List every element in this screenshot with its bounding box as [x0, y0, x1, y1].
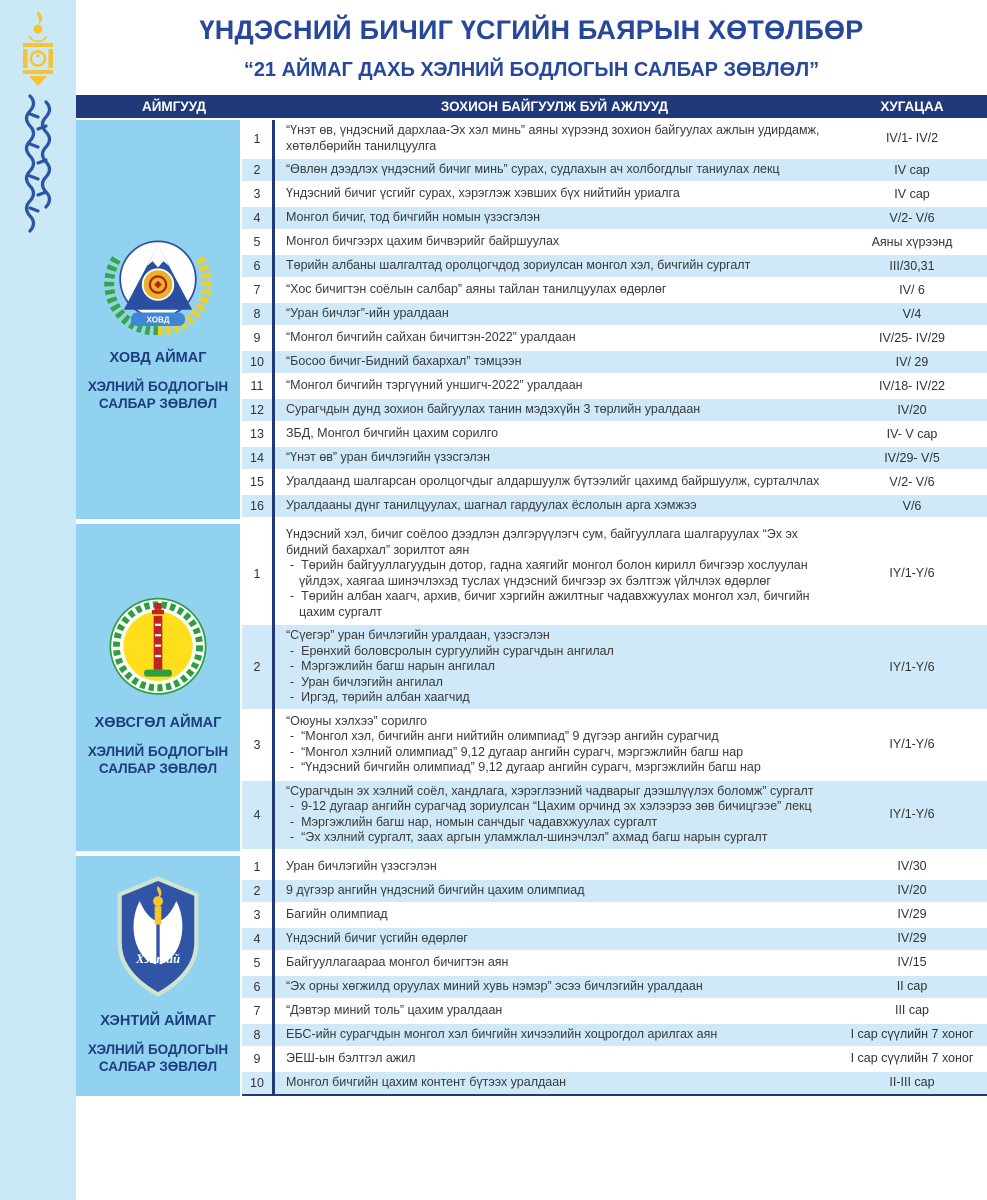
soyombo-icon	[16, 10, 60, 88]
left-decorative-strip	[0, 0, 76, 1200]
table-row	[242, 1048, 987, 1072]
row-number: 3	[253, 737, 261, 752]
task-bullet: - “Монгол хэлний олимпиад” 9,12 дугаар ангийн сурагч, мэргэжлийн багш нар	[290, 744, 744, 759]
number-column-divider	[272, 120, 275, 1096]
table-row	[242, 625, 987, 711]
date-cell: IV/29- V/5	[884, 450, 940, 465]
council-label: ХЭЛНИЙ БОДЛОГЫН САЛБАР ЗӨВЛӨЛ	[87, 744, 229, 777]
date-cell: I сар сүүлийн 7 хоног	[850, 1027, 974, 1042]
task-cell: Байгууллагаараа монгол бичигтэн аян	[286, 954, 509, 969]
table-row	[242, 904, 987, 928]
khentii-aimag-emblem-icon	[108, 876, 208, 998]
task-cell: “Дэвтэр миний толь” цахим уралдаан	[286, 1002, 503, 1017]
date-cell: IY/1-Y/6	[889, 737, 935, 752]
table-row	[242, 1024, 987, 1048]
date-cell: IV/30	[897, 859, 927, 874]
task-cell: “Сүегэр” уран бичлэгийн уралдаан, үзэсгэлэн - Ерөнхий боловсролын сургуулийн сурагчдын ангилал - Мэргэжлийн багш нарын ангилал - Уран бичлэгийн ангилал - Иргэд, төрийн албан хаагчид	[272, 625, 837, 709]
table-row	[242, 781, 987, 851]
task-bullet: - Иргэд, төрийн албан хаагчид	[290, 690, 470, 704]
task-cell: Монгол бичгийн цахим контент бүтээх уралдаан	[286, 1074, 567, 1089]
aimag-section	[76, 524, 987, 851]
date-cell: II сар	[896, 979, 928, 994]
table-row	[242, 495, 987, 519]
task-cell: Монгол бичиг, тод бичгийн номын үзэсгэлэн	[286, 210, 540, 225]
date-cell: I сар сүүлийн 7 хоног	[850, 1051, 974, 1066]
task-cell: Уралдааны дүнг танилцуулах, шагнал гардуулах ёслолын арга хэмжээ	[286, 498, 697, 513]
date-cell: IV/18- IV/22	[878, 378, 945, 393]
task-bullet: - “Эх хэлний сургалт, заах аргын уламжлал-шинэчлэл” ахмад багш нарын сургалт	[290, 830, 768, 844]
row-number: 13	[250, 427, 264, 441]
date-cell: V/6	[902, 498, 922, 513]
document-body	[76, 0, 987, 1096]
task-bullet: - Төрийн албан хаагч, архив, бичиг хэргийн ажилтныг чадавхжуулах монгол хэл, бичгийн цахим сургалт	[290, 589, 810, 619]
svg-text:Хэнтий: Хэнтий	[135, 951, 181, 966]
table-row	[242, 447, 987, 471]
row-number: 5	[253, 955, 261, 970]
date-cell: IV/29	[897, 931, 927, 946]
row-number: 4	[253, 211, 261, 225]
table-row	[242, 207, 987, 231]
table-row	[242, 471, 987, 495]
table-row	[242, 976, 987, 1000]
task-cell: ЭЕШ-ын бэлтгэл ажил	[286, 1050, 416, 1065]
task-bullet: - Мэргэжлийн багш нарын ангилал	[290, 659, 495, 673]
task-cell: Үндэсний бичиг үсгийн өдөрлөг	[286, 930, 468, 945]
task-cell: Монгол бичгээрх цахим бичвэрийг байршуулах	[286, 234, 560, 249]
aimag-name: ХЭНТИЙ АЙМАГ	[100, 1012, 216, 1029]
aimag-cell	[76, 524, 240, 851]
row-number: 3	[253, 187, 261, 201]
task-cell: “Үнэт өв, үндэсний дархлаа-Эх хэл минь” аяны хүрээнд зохион байгуулах ажлын удирдамж, хөтөлбөрийн танилцуулга	[286, 123, 820, 153]
date-cell: V/2- V/6	[889, 474, 935, 489]
aimag-cell	[76, 856, 240, 1096]
table-row	[242, 711, 987, 781]
aimag-name: ХОВД АЙМАГ	[109, 349, 207, 366]
date-cell: IY/1-Y/6	[889, 807, 935, 822]
row-number: 16	[250, 499, 264, 513]
council-label: ХЭЛНИЙ БОДЛОГЫН САЛБАР ЗӨВЛӨЛ	[87, 378, 229, 411]
date-cell: IV/ 6	[899, 282, 925, 297]
row-number: 8	[253, 307, 261, 321]
page-subtitle: “21 АЙМАГ ДАХЬ ХЭЛНИЙ БОДЛОГЫН САЛБАР ЗӨВЛӨЛ”	[243, 59, 820, 81]
table-row	[242, 327, 987, 351]
task-cell: “Сурагчдын эх хэлний соёл, хандлага, хэрэглээний чадварыг дээшлүүлэх боломж” сургалт - 9-12 дугаар ангийн сурагчад зориулсан “Цахим орчинд эх хэлээрээ зөв бичицгээе” лекц - Мэргэжлийн багш нар, номын санчдыг чадавхжуулах сургалт - “Эх хэлний сургалт, заах аргын уламжлал-шинэчлэл” ахмад багш нарын сургалт	[272, 781, 837, 849]
date-cell: IV/29	[897, 907, 927, 922]
row-number: 3	[253, 907, 261, 922]
date-cell: II-III сар	[889, 1075, 935, 1090]
khovd-aimag-emblem-icon	[104, 227, 212, 335]
task-bullet: - Уран бичлэгийн ангилал	[290, 674, 443, 689]
row-number: 4	[253, 807, 261, 822]
task-bullet: - “Монгол хэл, бичгийн анги нийтийн олимпиад” 9 дүгээр ангийн сурагчид	[290, 729, 719, 743]
khovd-emblem-graphic	[104, 227, 212, 335]
task-cell: “Эх орны хөгжилд оруулах миний хувь нэмэр” эсээ бичлэгийн уралдаан	[286, 978, 703, 993]
row-number: 8	[253, 1027, 261, 1042]
aimag-section	[76, 856, 987, 1096]
task-cell: Төрийн албаны шалгалтад оролцогчдод зориулсан монгол хэл, бичгийн сургалт	[286, 258, 751, 273]
row-number: 1	[253, 131, 261, 146]
row-number: 2	[253, 883, 261, 898]
date-cell: IV/1- IV/2	[885, 131, 939, 146]
task-bullet: - Ерөнхий боловсролын сургуулийн сурагчдын ангилал	[290, 643, 614, 658]
task-cell: “Монгол бичгийн тэргүүний уншигч-2022” уралдаан	[286, 378, 583, 393]
date-cell: IV/ 29	[895, 354, 929, 369]
date-cell: V/4	[902, 306, 922, 321]
row-number: 2	[253, 659, 261, 674]
header-duration: ХУГАЦАА	[880, 99, 944, 114]
row-number: 7	[253, 283, 261, 297]
task-cell: Багийн олимпиад	[286, 906, 388, 921]
row-number: 9	[253, 331, 261, 345]
row-number: 10	[250, 355, 264, 369]
khuvsgul-emblem-graphic	[106, 596, 210, 700]
task-bullet: - Мэргэжлийн багш нар, номын санчдыг чадавхжуулах сургалт	[290, 814, 658, 829]
section-rows	[242, 856, 987, 1096]
table-row	[242, 351, 987, 375]
task-cell: Сурагчдын дунд зохион байгуулах танин мэдэхүйн 3 төрлийн уралдаан	[286, 402, 701, 417]
row-number: 6	[253, 259, 261, 273]
row-number: 9	[253, 1051, 261, 1066]
date-cell: IY/1-Y/6	[889, 659, 935, 674]
task-cell: Үндэсний бичиг үсгийг сурах, хэрэглэж хэвших бүх нийтийн уриалга	[286, 186, 680, 201]
khentii-emblem-graphic	[108, 876, 208, 998]
task-cell: ЗБД, Монгол бичгийн цахим сорилго	[286, 426, 499, 441]
row-number: 14	[250, 451, 264, 465]
task-cell: Уран бичлэгийн үзэсгэлэн	[286, 858, 437, 873]
aimag-name: ХӨВСГӨЛ АЙМАГ	[94, 715, 222, 732]
table-row	[242, 375, 987, 399]
date-cell: Аяны хүрээнд	[871, 234, 953, 249]
row-number: 4	[253, 931, 261, 946]
task-cell: “Өвлөн дээдлэх үндэсний бичиг минь” сурах, судлахын ач холбогдлыг таниулах лекц	[286, 162, 780, 177]
date-cell: III сар	[894, 1003, 930, 1018]
task-cell: Үндэсний хэл, бичиг соёлоо дээдлэн дэлгэрүүлэгч сум, байгууллага шалгаруулах “Эх эх бидний бахархал” зорилтот аян - Төрийн байгууллагуудын дотор, гадна хаягийг монгол болон кирилл бичгээр хослуулан үйлдэх, хаягаа шинэчлэхэд туслах үндэсний бичгээр эх бэлтгэж үйлчлэх өдөрлөг - Төрийн албан хаагч, архив, бичиг хэргийн ажилтныг чадавхжуулах монгол хэл, бичгийн цахим сургалт	[272, 524, 837, 623]
header-activities: ЗОХИОН БАЙГУУЛЖ БУЙ АЖЛУУД	[440, 99, 669, 114]
table-row	[242, 928, 987, 952]
date-cell: V/2- V/6	[889, 210, 935, 225]
section-rows	[242, 524, 987, 851]
task-bullet: - Төрийн байгууллагуудын дотор, гадна хаягийг монгол болон кирилл бичгээр хослуулан үйлдэх, хаягаа шинэчлэхэд туслах үндэсний бичгээр эх бэлтгэж үйлчлэх өдөрлөг	[290, 558, 808, 588]
table-sections	[76, 120, 987, 1096]
date-cell: IV- V сар	[886, 426, 938, 441]
table-row	[242, 303, 987, 327]
table-row	[242, 1072, 987, 1096]
table-row	[242, 423, 987, 447]
task-cell: “Оюуны хэлхээ” сорилго - “Монгол хэл, бичгийн анги нийтийн олимпиад” 9 дүгээр ангийн сурагчид - “Монгол хэлний олимпиад” 9,12 дугаар ангийн сурагч, мэргэжлийн багш нар - “Үндэсний бичгийн олимпиад” 9,12 дугаар ангийн сурагч, мэргэжлийн багш нар	[272, 711, 837, 779]
task-cell: “Хос бичигтэн соёлын салбар” аяны тайлан танилцуулах өдөрлөг	[286, 282, 667, 297]
row-number: 15	[250, 475, 264, 489]
table-row	[242, 399, 987, 423]
date-cell: IV/20	[897, 402, 927, 417]
aimag-section	[76, 120, 987, 519]
date-cell: IV/20	[897, 883, 927, 898]
date-cell: IY/1-Y/6	[889, 566, 935, 581]
date-cell: IV сар	[894, 162, 930, 177]
row-number: 7	[253, 1003, 261, 1018]
task-cell: Уралдаанд шалгарсан оролцогчдыг алдаршуулж бүтээлийг цахимд байршуулж, сурталчлах	[286, 474, 820, 489]
mongolian-script-decoration	[16, 92, 60, 260]
date-cell: IV/25- IV/29	[878, 330, 945, 345]
row-number: 2	[253, 163, 261, 177]
task-cell: 9 дүгээр ангийн үндэсний бичгийн цахим олимпиад	[286, 882, 585, 897]
table-row	[242, 183, 987, 207]
date-cell: IV/15	[897, 955, 927, 970]
table-row	[242, 231, 987, 255]
task-bullet: - “Үндэсний бичгийн олимпиад” 9,12 дугаар ангийн сурагч, мэргэжлийн багш нар	[290, 760, 761, 774]
task-cell: “Үнэт өв” уран бичлэгийн үзэсгэлэн	[286, 450, 491, 465]
table-row	[242, 120, 987, 159]
svg-text:ХОВД: ХОВД	[146, 315, 170, 325]
table-row	[242, 880, 987, 904]
table-row	[242, 524, 987, 625]
row-number: 12	[250, 403, 264, 417]
council-label: ХЭЛНИЙ БОДЛОГЫН САЛБАР ЗӨВЛӨЛ	[87, 1041, 229, 1074]
table-row	[242, 856, 987, 880]
date-cell: IV сар	[894, 186, 930, 201]
section-rows	[242, 120, 987, 519]
table-header-row	[76, 95, 987, 118]
row-number: 6	[253, 979, 261, 994]
table-row	[242, 1000, 987, 1024]
title-block	[76, 0, 987, 82]
row-number: 1	[253, 859, 261, 874]
row-number: 10	[250, 1075, 264, 1090]
row-number: 5	[253, 235, 261, 249]
table-row	[242, 255, 987, 279]
table-row	[242, 159, 987, 183]
header-aimag: АЙМГУУД	[141, 99, 207, 114]
task-cell: “Монгол бичгийн сайхан бичигтэн-2022” уралдаан	[286, 330, 576, 345]
table-row	[242, 279, 987, 303]
task-cell: ЕБС-ийн сурагчдын монгол хэл бичгийн хичээлийн хоцрогдол арилгах аян	[286, 1026, 718, 1041]
aimag-cell	[76, 120, 240, 519]
table-row	[242, 952, 987, 976]
khuvsgul-aimag-emblem-icon	[106, 596, 210, 700]
task-cell: “Уран бичлэг”-ийн уралдаан	[286, 306, 449, 321]
row-number: 11	[250, 379, 264, 393]
row-number: 1	[253, 566, 261, 581]
task-cell: “Босоо бичиг-Бидний бахархал” тэмцээн	[286, 354, 522, 369]
task-bullet: - 9-12 дугаар ангийн сурагчад зориулсан “Цахим орчинд эх хэлээрээ зөв бичицгээе” лекц	[290, 799, 812, 813]
date-cell: III/30,31	[889, 258, 935, 273]
page-title: ҮНДЭСНИЙ БИЧИГ ҮСГИЙН БАЯРЫН ХӨТӨЛБӨР	[199, 15, 864, 45]
